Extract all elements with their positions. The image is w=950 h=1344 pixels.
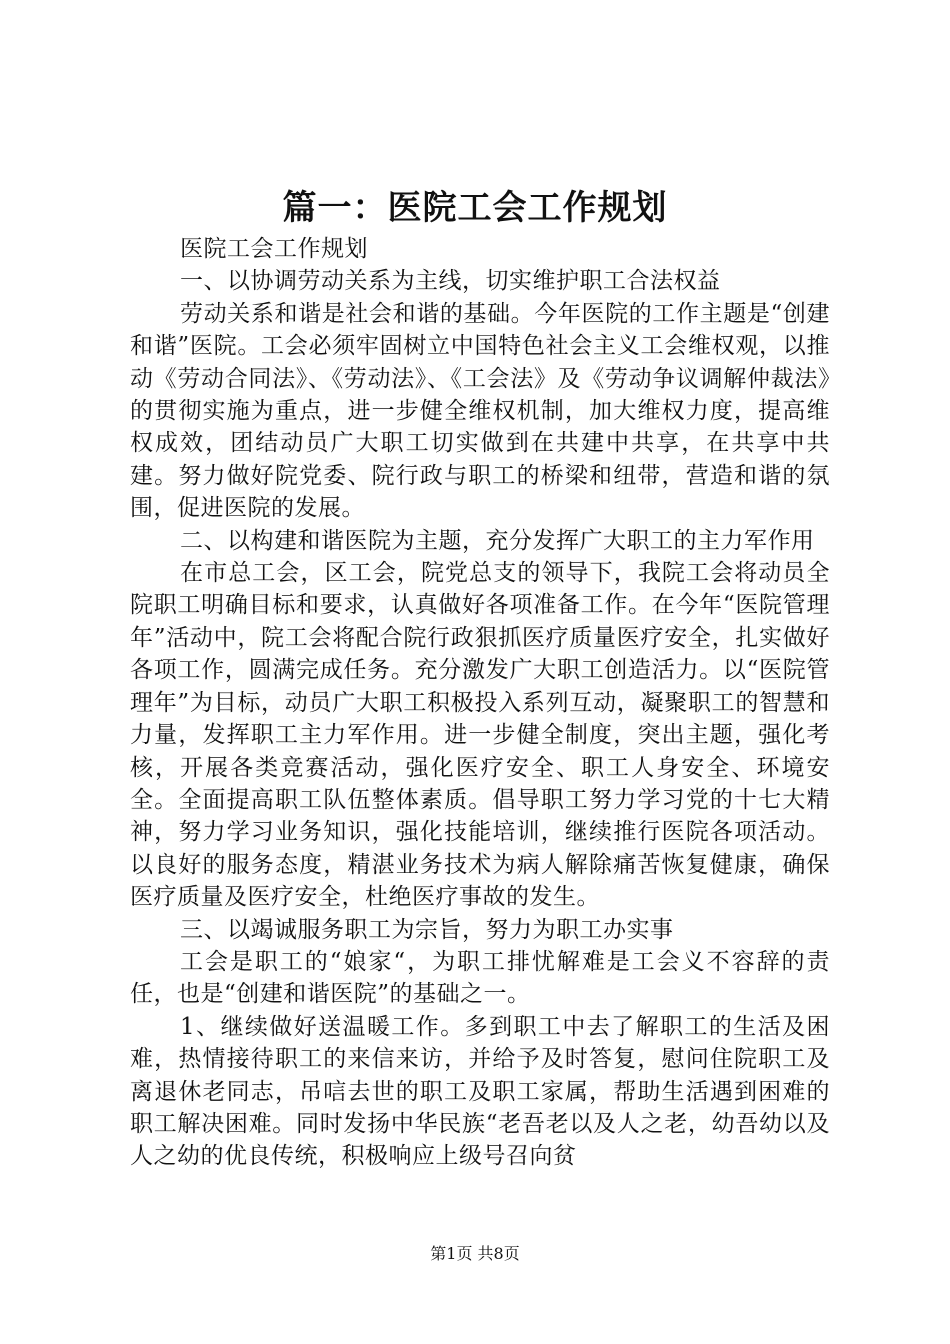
paragraph-union-role: 工会是职工的“娘家“，为职工排忧解难是工会义不容辞的责任，也是“创建和谐医院”的基础之一。	[130, 948, 830, 1008]
page-footer: 第1页 共8页	[430, 1244, 520, 1263]
paragraph-harmonious-hospital: 在市总工会，区工会，院党总支的领导下，我院工会将动员全院职工明确目标和要求，认真做好各项准备工作。在今年“医院管理年”活动中，院工会将配合院行政狠抓医疗质量医疗安全，扎实做好各项工作，圆满完成任务。充分激发广大职工创造活力。以“医院管理年”为目标，动员广大职工积极投入系列互动，凝聚职工的智慧和力量，发挥职工主力军作用。进一步健全制度，突出主题，强化考核，开展各类竞赛活动，强化医疗安全、职工人身安全、环境安全。全面提高职工队伍整体素质。倡导职工努力学习党的十七大精神，努力学习业务知识，强化技能培训，继续推行医院各项活动。以良好的服务态度，精湛业务技术为病人解除痛苦恢复健康，确保医疗质量及医疗安全，杜绝医疗事故的发生。	[130, 560, 830, 911]
page-title: 篇一：医院工会工作规划	[282, 188, 668, 228]
section-heading-3: 三、以竭诚服务职工为宗旨，努力为职工办实事	[180, 916, 674, 943]
paragraph-labor-relations: 劳动关系和谐是社会和谐的基础。今年医院的工作主题是“创建和谐”医院。工会必须牢固树立中国特色社会主义工会维权观，以推动《劳动合同法》、《劳动法》、《工会法》及《劳动争议调解仲裁法》的贯彻实施为重点，进一步健全维权机制，加大维权力度，提高维权成效，团结动员广大职工切实做到在共建中共享，在共享中共建。努力做好院党委、院行政与职工的桥梁和纽带，营造和谐的氛围，促进医院的发展。	[130, 300, 830, 522]
paragraph-subtitle: 医院工会工作规划	[180, 236, 368, 262]
document-body	[130, 233, 830, 1173]
section-heading-2: 二、以构建和谐医院为主题，充分发挥广大职工的主力军作用	[180, 527, 815, 554]
section-heading-1: 一、以协调劳动关系为主线，切实维护职工合法权益	[180, 268, 721, 295]
paragraph-item-1: 1、继续做好送温暖工作。多到职工中去了解职工的生活及困难，热情接待职工的来信来访，并给予及时答复，慰问住院职工及离退休老同志，吊唁去世的职工及职工家属，帮助生活遇到困难的职工解决困难。同时发扬中华民族“老吾老以及人之老，幼吾幼以及人之幼的优良传统，积极响应上级号召向贫	[130, 1013, 830, 1170]
